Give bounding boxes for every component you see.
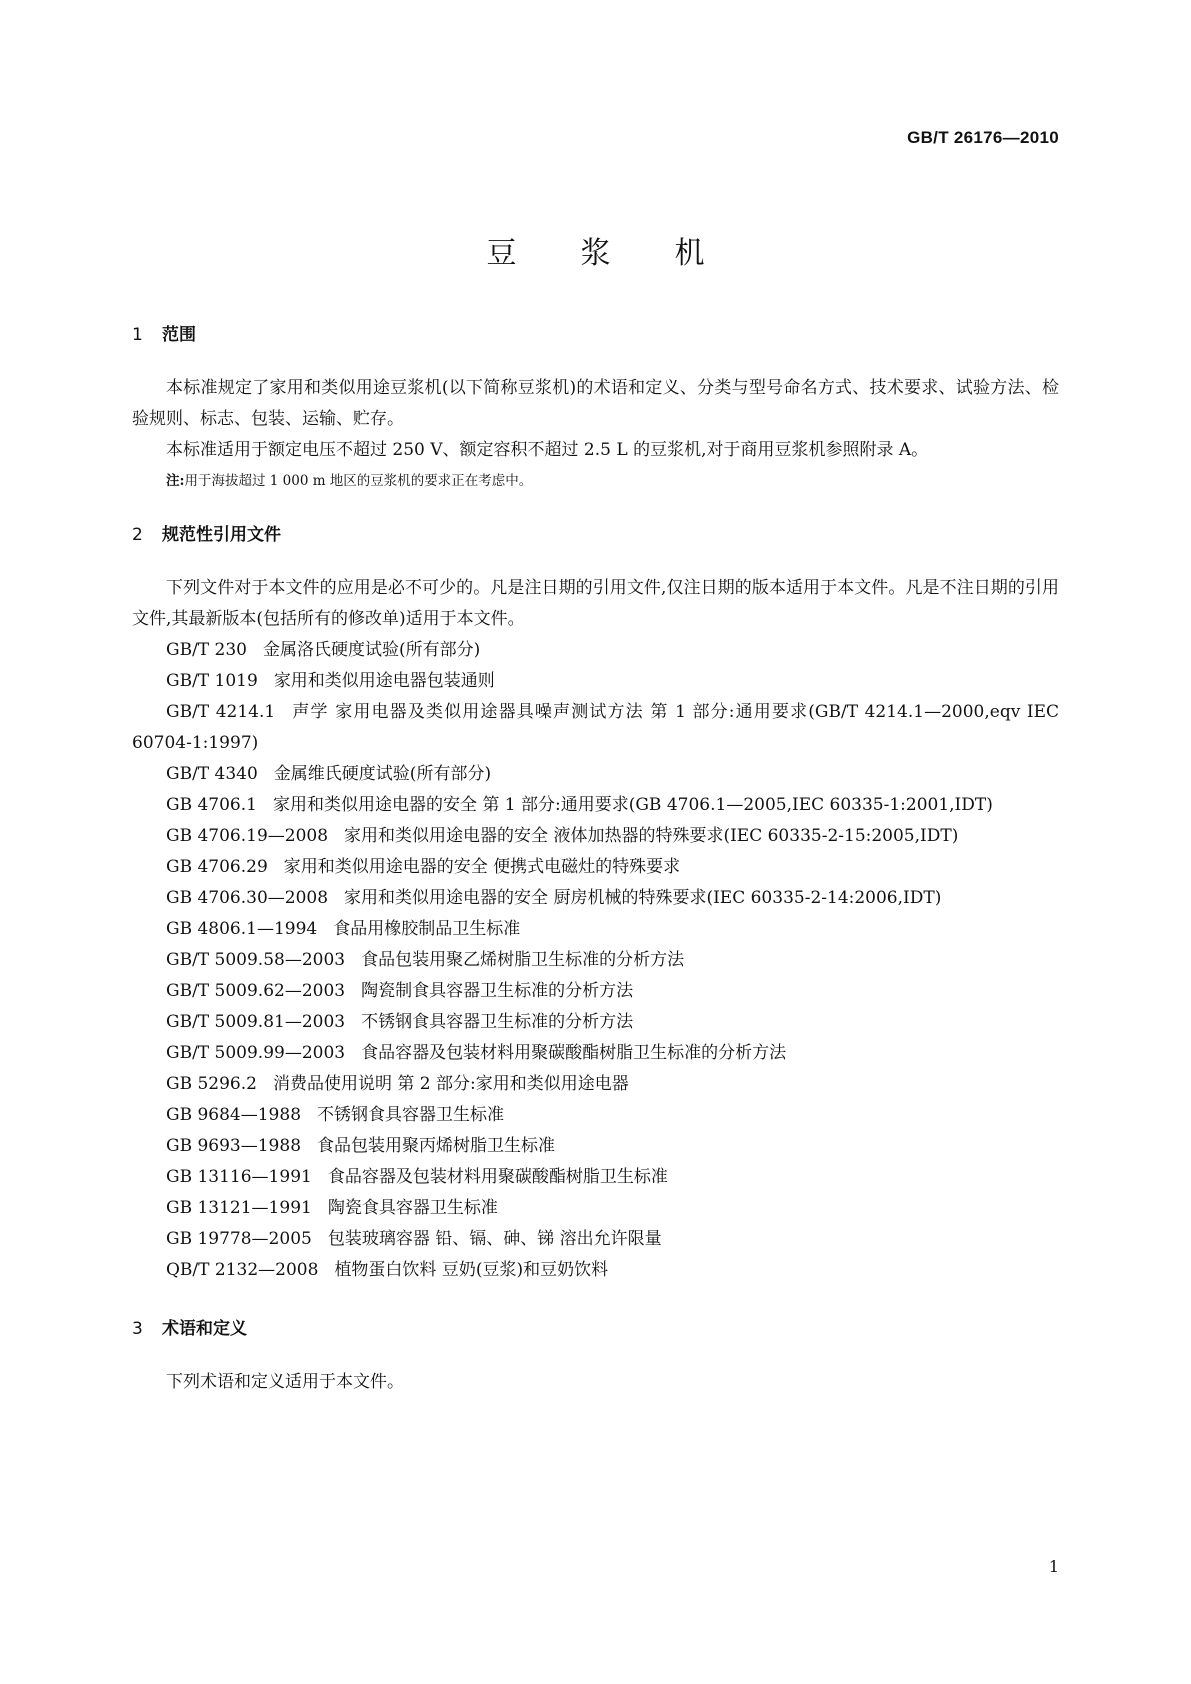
reference-code: GB 9693—1988 bbox=[166, 1136, 302, 1156]
reference-code: GB/T 5009.99—2003 bbox=[166, 1043, 346, 1063]
reference-title: 家用和类似用途电器的安全 便携式电磁灶的特殊要求 bbox=[283, 857, 681, 877]
reference-code: GB/T 4340 bbox=[166, 764, 258, 784]
reference-item bbox=[132, 759, 1059, 790]
reference-code: GB/T 1019 bbox=[166, 671, 258, 691]
reference-item bbox=[132, 914, 1059, 945]
reference-item bbox=[132, 1131, 1059, 1162]
reference-item bbox=[132, 1069, 1059, 1100]
reference-title: 陶瓷食具容器卫生标准 bbox=[327, 1198, 498, 1218]
reference-item bbox=[132, 1255, 1059, 1286]
section-number: 2 bbox=[132, 525, 143, 545]
section-number: 3 bbox=[132, 1319, 143, 1339]
reference-item bbox=[132, 976, 1059, 1007]
reference-item bbox=[132, 697, 1059, 759]
reference-title: 植物蛋白饮料 豆奶(豆浆)和豆奶饮料 bbox=[334, 1260, 609, 1280]
reference-title: 食品容器及包装材料用聚碳酸酯树脂卫生标准 bbox=[327, 1167, 668, 1187]
page-number: 1 bbox=[1048, 1557, 1059, 1576]
reference-title: 食品包装用聚丙烯树脂卫生标准 bbox=[317, 1136, 556, 1156]
reference-code: GB 5296.2 bbox=[166, 1074, 257, 1094]
reference-title: 金属洛氏硬度试验(所有部分) bbox=[263, 640, 481, 660]
reference-title: 食品容器及包装材料用聚碳酸酯树脂卫生标准的分析方法 bbox=[361, 1043, 787, 1063]
reference-title: 家用和类似用途电器的安全 液体加热器的特殊要求(IEC 60335-2-15:2005,IDT) bbox=[344, 826, 959, 846]
section-title: 术语和定义 bbox=[162, 1319, 247, 1339]
section-heading bbox=[132, 322, 1059, 348]
reference-title: 陶瓷制食具容器卫生标准的分析方法 bbox=[361, 981, 634, 1001]
note-text: 用于海拔超过 1 000 m 地区的豆浆机的要求正在考虑中。 bbox=[184, 473, 533, 489]
reference-code: GB 4706.19—2008 bbox=[166, 826, 329, 846]
reference-item bbox=[132, 790, 1059, 821]
reference-code: GB 13121—1991 bbox=[166, 1198, 312, 1218]
reference-code: QB/T 2132—2008 bbox=[166, 1260, 319, 1280]
section-heading bbox=[132, 522, 1059, 548]
reference-code: GB 19778—2005 bbox=[166, 1229, 312, 1249]
reference-code: GB/T 230 bbox=[166, 640, 247, 660]
reference-item bbox=[132, 666, 1059, 697]
reference-title: 家用和类似用途电器的安全 第 1 部分:通用要求(GB 4706.1—2005,IEC 60335-1:2001,IDT) bbox=[272, 795, 993, 815]
reference-item bbox=[132, 1100, 1059, 1131]
paragraph: 本标准适用于额定电压不超过 250 V、额定容积不超过 2.5 L 的豆浆机,对于商用豆浆机参照附录 A。 bbox=[166, 440, 929, 460]
reference-item bbox=[132, 1162, 1059, 1193]
reference-code: GB/T 5009.58—2003 bbox=[166, 950, 346, 970]
section-title: 规范性引用文件 bbox=[162, 525, 281, 545]
note bbox=[132, 470, 1059, 492]
section-terms-definitions bbox=[132, 1316, 1059, 1398]
reference-title: 声学 家用电器及类似用途器具噪声测试方法 第 1 部分:通用要求(GB/T 4214.1—2000,eqv IEC 60704-1:1997) bbox=[132, 702, 1059, 753]
reference-code: GB/T 5009.62—2003 bbox=[166, 981, 346, 1001]
reference-item bbox=[132, 883, 1059, 914]
section-title: 范围 bbox=[162, 325, 196, 345]
document-body bbox=[132, 322, 1059, 1398]
note-label: 注: bbox=[166, 473, 185, 489]
reference-title: 家用和类似用途电器的安全 厨房机械的特殊要求(IEC 60335-2-14:2006,IDT) bbox=[344, 888, 942, 908]
section-normative-references bbox=[132, 522, 1059, 1286]
paragraph: 下列术语和定义适用于本文件。 bbox=[166, 1372, 404, 1392]
reference-code: GB 4706.29 bbox=[166, 857, 268, 877]
reference-code: GB 4806.1—1994 bbox=[166, 919, 318, 939]
reference-title: 食品用橡胶制品卫生标准 bbox=[333, 919, 521, 939]
reference-title: 不锈钢食具容器卫生标准 bbox=[317, 1105, 505, 1125]
section-scope bbox=[132, 322, 1059, 492]
reference-title: 包装玻璃容器 铅、镉、砷、锑 溶出允许限量 bbox=[327, 1229, 662, 1249]
document-title: 豆浆机 bbox=[486, 236, 769, 271]
section-heading bbox=[132, 1316, 1059, 1342]
reference-item bbox=[132, 1193, 1059, 1224]
reference-title: 食品包装用聚乙烯树脂卫生标准的分析方法 bbox=[361, 950, 685, 970]
reference-item bbox=[132, 821, 1059, 852]
reference-title: 消费品使用说明 第 2 部分:家用和类似用途电器 bbox=[272, 1074, 629, 1094]
reference-title: 不锈钢食具容器卫生标准的分析方法 bbox=[361, 1012, 634, 1032]
section-number: 1 bbox=[132, 325, 143, 345]
reference-title: 家用和类似用途电器包装通则 bbox=[273, 671, 495, 691]
paragraph: 下列文件对于本文件的应用是必不可少的。凡是注日期的引用文件,仅注日期的版本适用于本文件。凡是不注日期的引用文件,其最新版本(包括所有的修改单)适用于本文件。 bbox=[132, 578, 1059, 629]
reference-item bbox=[132, 1224, 1059, 1255]
reference-code: GB 9684—1988 bbox=[166, 1105, 302, 1125]
reference-code: GB/T 4214.1 bbox=[166, 702, 276, 722]
paragraph: 本标准规定了家用和类似用途豆浆机(以下简称豆浆机)的术语和定义、分类与型号命名方式、技术要求、试验方法、检验规则、标志、包装、运输、贮存。 bbox=[132, 378, 1059, 429]
reference-title: 金属维氏硬度试验(所有部分) bbox=[273, 764, 492, 784]
reference-item bbox=[132, 635, 1059, 666]
standard-code: GB/T 26176—2010 bbox=[907, 128, 1059, 147]
reference-code: GB 13116—1991 bbox=[166, 1167, 312, 1187]
reference-list bbox=[132, 635, 1059, 1286]
reference-item bbox=[132, 1038, 1059, 1069]
reference-code: GB/T 5009.81—2003 bbox=[166, 1012, 346, 1032]
reference-item bbox=[132, 852, 1059, 883]
reference-code: GB 4706.30—2008 bbox=[166, 888, 329, 908]
reference-code: GB 4706.1 bbox=[166, 795, 257, 815]
reference-item bbox=[132, 1007, 1059, 1038]
reference-item bbox=[132, 945, 1059, 976]
